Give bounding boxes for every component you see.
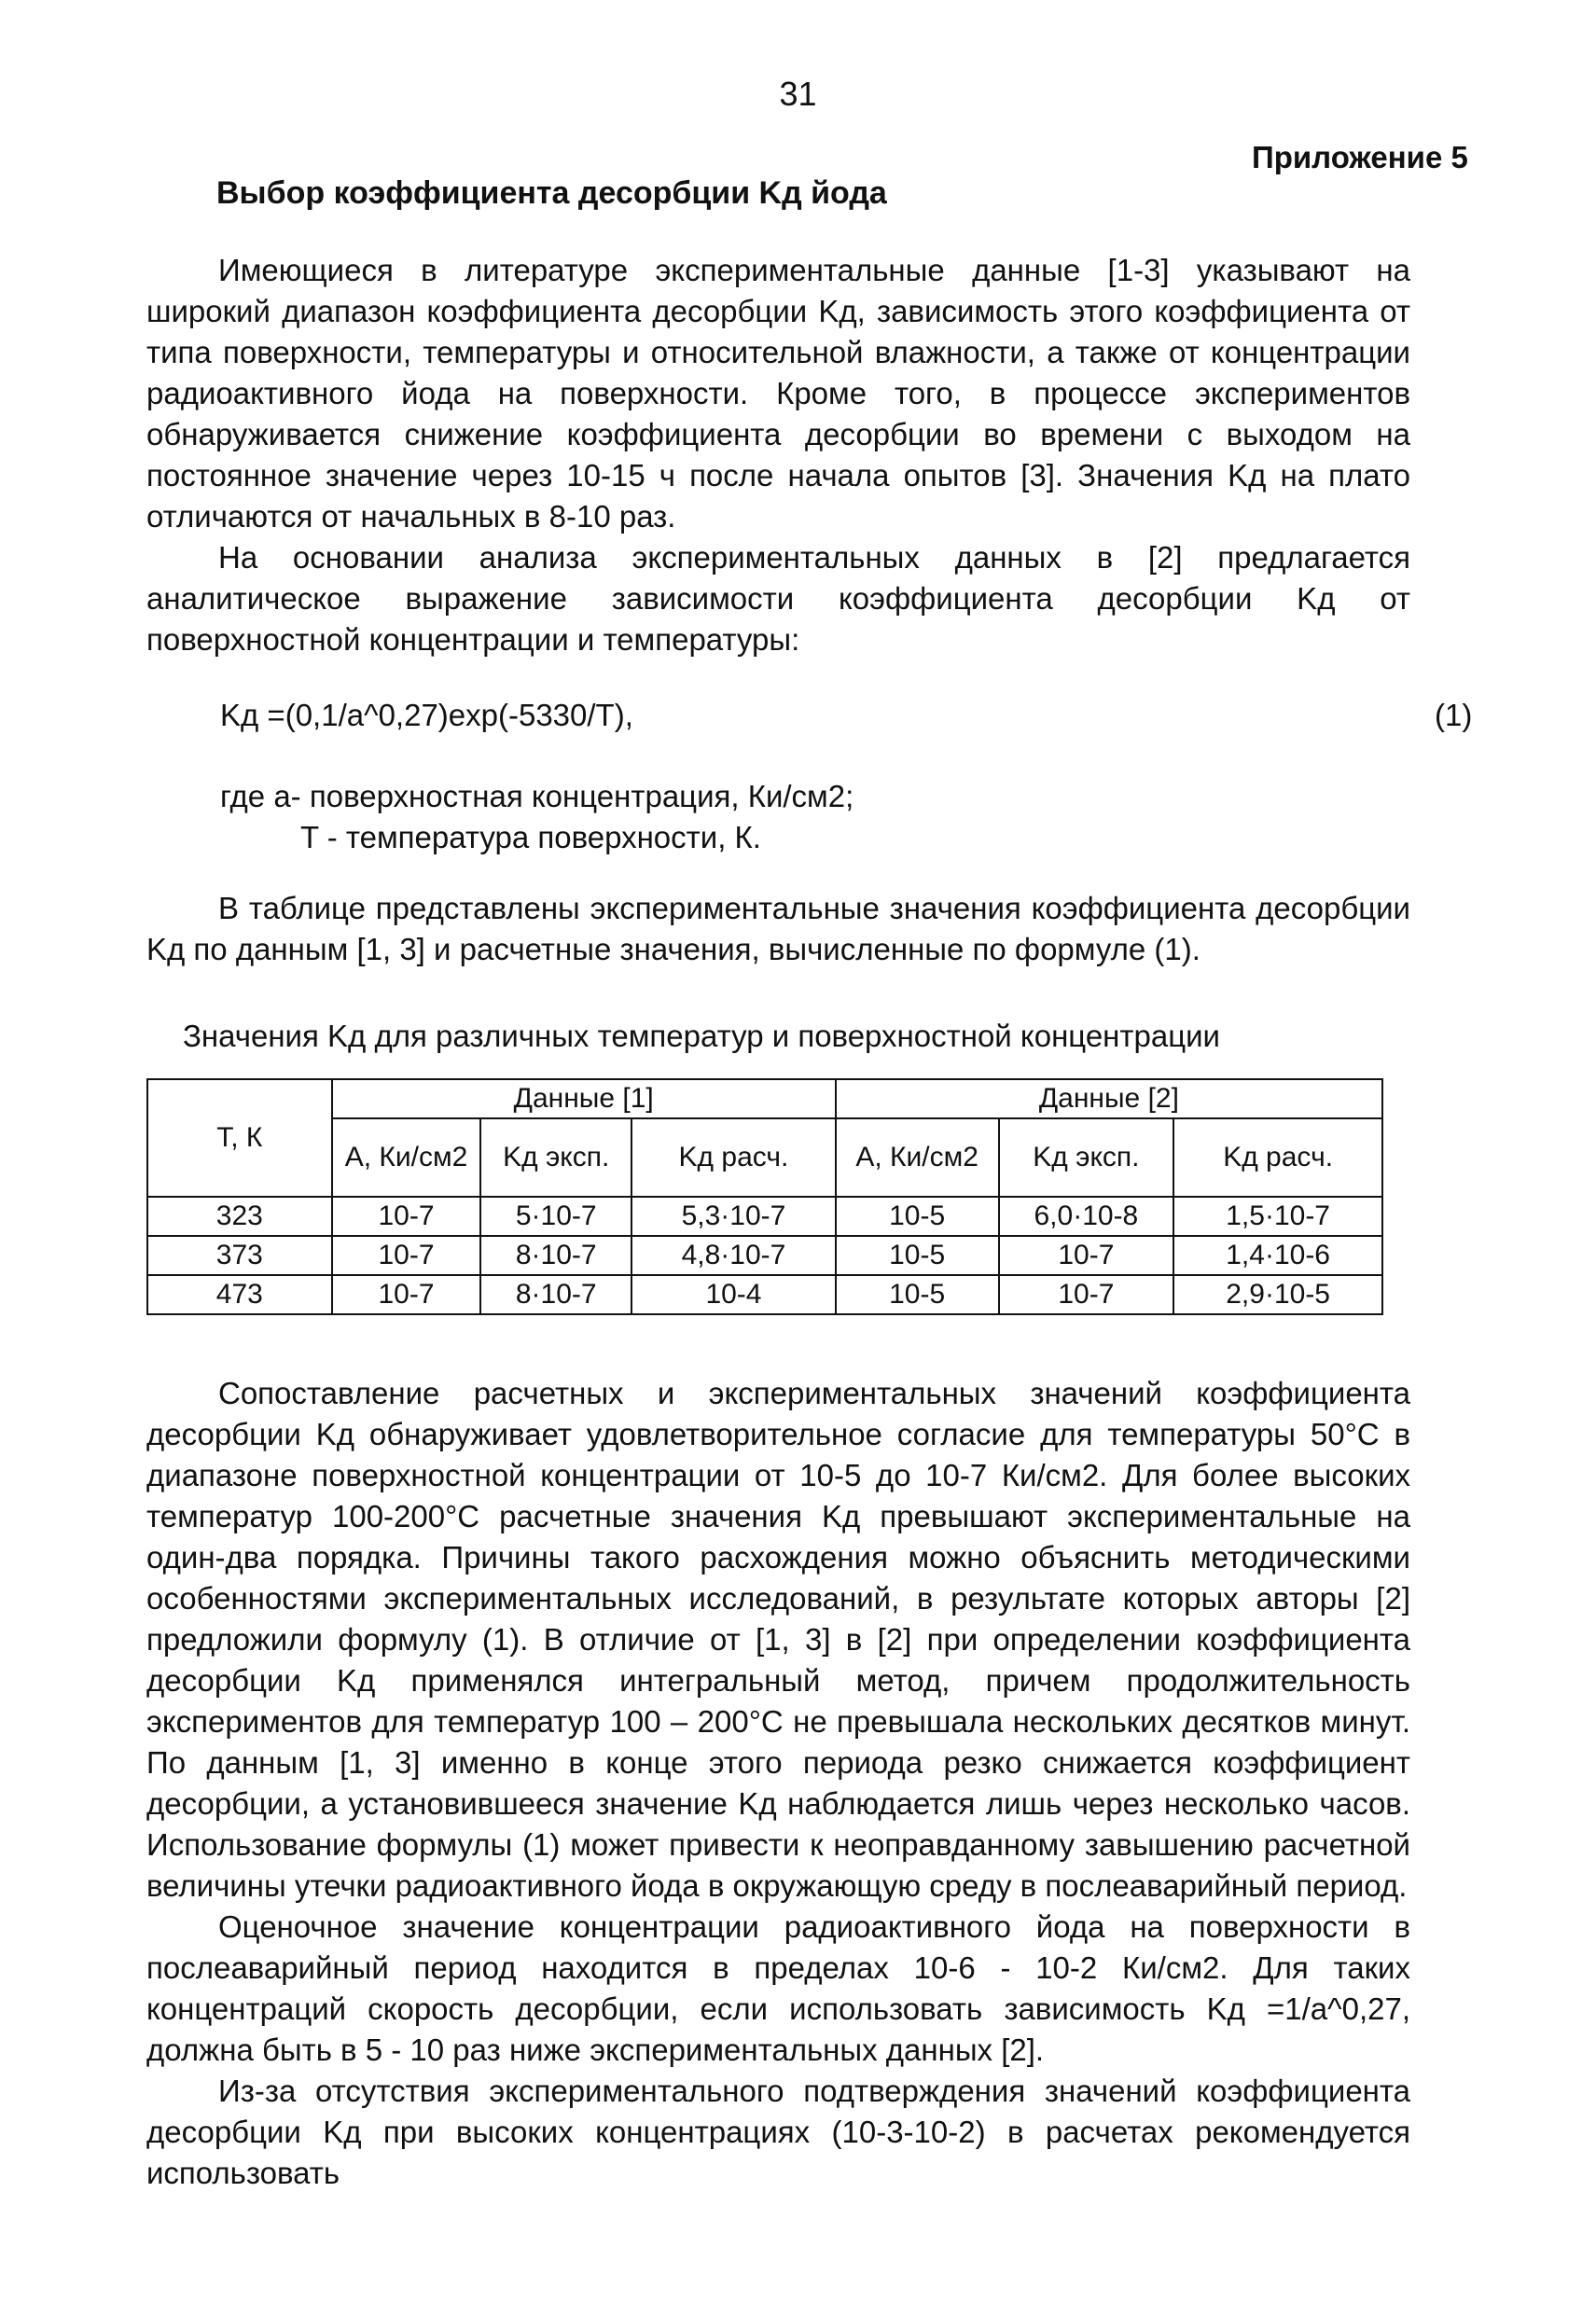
header-a-2: A, Ки/см2	[836, 1118, 999, 1197]
header-kd-calc-1: Kд расч.	[631, 1118, 836, 1197]
where-definition-a: где a- поверхностная концентрация, Ки/см2;	[220, 779, 854, 813]
table-cell: 10-7	[999, 1236, 1174, 1275]
table-cell: 10-5	[836, 1197, 999, 1236]
table-cell: 4,8·10-7	[631, 1236, 836, 1275]
data-table	[146, 1078, 1383, 1315]
table-cell: 5,3·10-7	[631, 1197, 836, 1236]
table-cell: 10-7	[332, 1275, 481, 1314]
table-row	[147, 1275, 1382, 1314]
header-group-1: Данные [1]	[332, 1079, 836, 1118]
table-cell: 323	[147, 1197, 332, 1236]
table-cell: 10-5	[836, 1236, 999, 1275]
table-cell: 8·10-7	[480, 1236, 631, 1275]
header-kd-calc-2: Kд расч.	[1173, 1118, 1382, 1197]
header-kd-exp-1: Kд эксп.	[480, 1118, 631, 1197]
table-cell: 1,5·10-7	[1173, 1197, 1382, 1236]
header-group-2: Данные [2]	[836, 1079, 1382, 1118]
where-definition-t: T - температура поверхности, К.	[300, 820, 761, 854]
table-cell: 10-7	[332, 1197, 481, 1236]
table-cell: 10-4	[631, 1275, 836, 1314]
table-row	[147, 1197, 1382, 1236]
table-cell: 5·10-7	[480, 1197, 631, 1236]
paragraph-analysis: На основании анализа экспериментальных данных в [2] предлагается аналитическое выражение зависимости коэффициента десорбции Kд от поверхностной концентрации и температуры:	[146, 540, 1410, 657]
section-title: Выбор коэффициента десорбции Kд йода	[216, 175, 887, 211]
table-cell: 1,4·10-6	[1173, 1236, 1382, 1275]
table-caption: Значения Kд для различных температур и поверхностной концентрации	[183, 1019, 1220, 1053]
table-cell: 6,0·10-8	[999, 1197, 1174, 1236]
table-cell: 8·10-7	[480, 1275, 631, 1314]
table-cell: 10-5	[836, 1275, 999, 1314]
table-cell: 2,9·10-5	[1173, 1275, 1382, 1314]
header-kd-exp-2: Kд эксп.	[999, 1118, 1174, 1197]
table-row	[147, 1236, 1382, 1275]
appendix-label: Приложение 5	[1252, 140, 1468, 174]
paragraph-intro: Имеющиеся в литературе экспериментальные данные [1-3] указывают на широкий диапазон коэффициента десорбции Kд, зависимость этого коэффициента от типа поверхности, температуры и относительной влажности, а также от концентрации радиоактивного йода на поверхности. Кроме того, в процессе экспериментов обнаруживается снижение коэффициента десорбции во времени с выходом на постоянное значение через 10-15 ч после начала опытов [3]. Значения Kд на плато отличаются от начальных в 8-10 раз.	[146, 253, 1410, 534]
formula: Kд =(0,1/a^0,27)exp(-5330/T),	[220, 698, 633, 732]
table-cell: 10-7	[332, 1236, 481, 1275]
table-cell: 10-7	[999, 1275, 1174, 1314]
header-a-1: A, Ки/см2	[332, 1118, 481, 1197]
page-number: 31	[779, 75, 817, 113]
paragraph-recommendation: Из-за отсутствия экспериментального подтверждения значений коэффициента десорбции Kд при высоких концентрациях (10-3-10-2) в расчетах рекомендуется использовать	[146, 2074, 1410, 2190]
header-temperature: T, К	[147, 1079, 332, 1197]
table-cell: 473	[147, 1275, 332, 1314]
paragraph-table-intro: В таблице представлены экспериментальные значения коэффициента десорбции Kд по данным [1, 3] и расчетные значения, вычисленные по формуле (1).	[146, 891, 1410, 966]
paragraph-estimate: Оценочное значение концентрации радиоактивного йода на поверхности в послеаварийный период находится в пределах 10-6 - 10-2 Ки/см2. Для таких концентраций скорость десорбции, если использовать зависимость Kд =1/a^0,27, должна быть в 5 - 10 раз ниже экспериментальных данных [2].	[146, 1909, 1410, 2067]
paragraph-comparison: Сопоставление расчетных и экспериментальных значений коэффициента десорбции Kд обнаруживает удовлетворительное согласие для температуры 50°С в диапазоне поверхностной концентрации от 10-5 до 10-7 Ки/см2. Для более высоких температур 100-200°С расчетные значения Kд превышают экспериментальные на один-два порядка. Причины такого расхождения можно объяснить методическими особенностями экспериментальных исследований, в результате которых авторы [2] предложили формулу (1). В отличие от [1, 3] в [2] при определении коэффициента десорбции Kд применялся интегральный метод, причем продолжительность экспериментов для температур 100 – 200°С не превышала нескольких десятков минут. По данным [1, 3] именно в конце этого периода резко снижается коэффициент десорбции, а установившееся значение Kд наблюдается лишь через несколько часов. Использование формулы (1) может привести к неоправданному завышению расчетной величины утечки радиоактивного йода в окружающую среду в послеаварийный период.	[146, 1376, 1410, 1903]
formula-number: (1)	[1435, 698, 1473, 732]
table-cell: 373	[147, 1236, 332, 1275]
